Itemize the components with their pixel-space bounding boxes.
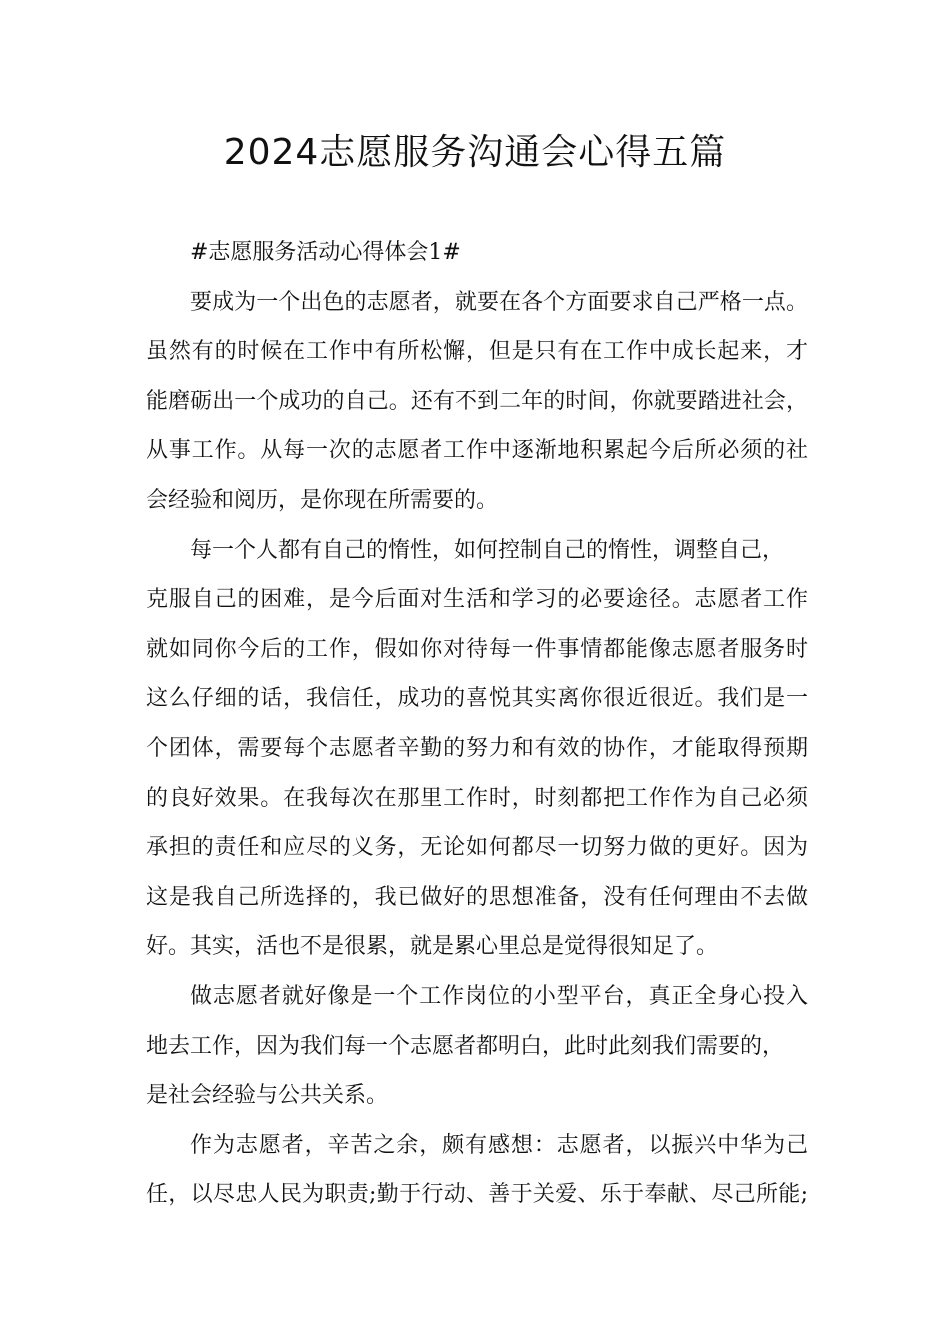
paragraph-line: 能磨砺出一个成功的自己。还有不到二年的时间，你就要踏进社会，: [146, 388, 808, 414]
paragraph-line: 每一个人都有自己的惰性，如何控制自己的惰性，调整自己，: [190, 537, 785, 563]
paragraph-line: 承担的责任和应尽的义务，无论如何都尽一切努力做的更好。因为: [146, 835, 808, 861]
paragraph-line: 虽然有的时候在工作中有所松懈，但是只有在工作中成长起来，才: [146, 339, 808, 365]
paragraph-line: 做志愿者就好像是一个工作岗位的小型平台，真正全身心投入: [190, 983, 808, 1009]
paragraph-line: 就如同你今后的工作，假如你对待每一件事情都能像志愿者服务时: [146, 636, 808, 662]
section-heading: #志愿服务活动心得体会1#: [190, 240, 461, 265]
paragraph-line: 这是我自己所选择的，我已做好的思想准备，没有任何理由不去做: [146, 884, 808, 910]
paragraph-line: 地去工作，因为我们每一个志愿者都明白，此时此刻我们需要的，: [146, 1033, 785, 1059]
paragraph-line: 会经验和阅历，是你现在所需要的。: [146, 487, 499, 513]
document-body: [146, 228, 808, 1220]
paragraph-line: 这么仔细的话，我信任，成功的喜悦其实离你很近很近。我们是一: [146, 686, 808, 712]
paragraph-line: 是社会经验与公共关系。: [146, 1083, 389, 1109]
paragraph-line: 任，以尽忠人民为职责;勤于行动、善于关爱、乐于奉献、尽己所能;: [146, 1182, 808, 1208]
paragraph-line: 好。其实，活也不是很累，就是累心里总是觉得很知足了。: [146, 934, 719, 960]
document-title: 2024志愿服务沟通会心得五篇: [223, 132, 727, 173]
paragraph-line: 克服自己的困难，是今后面对生活和学习的必要途径。志愿者工作: [146, 587, 808, 613]
paragraph-line: 要成为一个出色的志愿者，就要在各个方面要求自己严格一点。: [190, 289, 808, 315]
paragraph-line: 的良好效果。在我每次在那里工作时，时刻都把工作作为自己必须: [146, 785, 808, 811]
paragraph-line: 个团体，需要每个志愿者辛勤的努力和有效的协作，才能取得预期: [146, 735, 808, 761]
paragraph-line: 从事工作。从每一次的志愿者工作中逐渐地积累起今后所必须的社: [146, 438, 808, 464]
paragraph-line: 作为志愿者，辛苦之余，颇有感想：志愿者，以振兴中华为己: [190, 1132, 808, 1158]
